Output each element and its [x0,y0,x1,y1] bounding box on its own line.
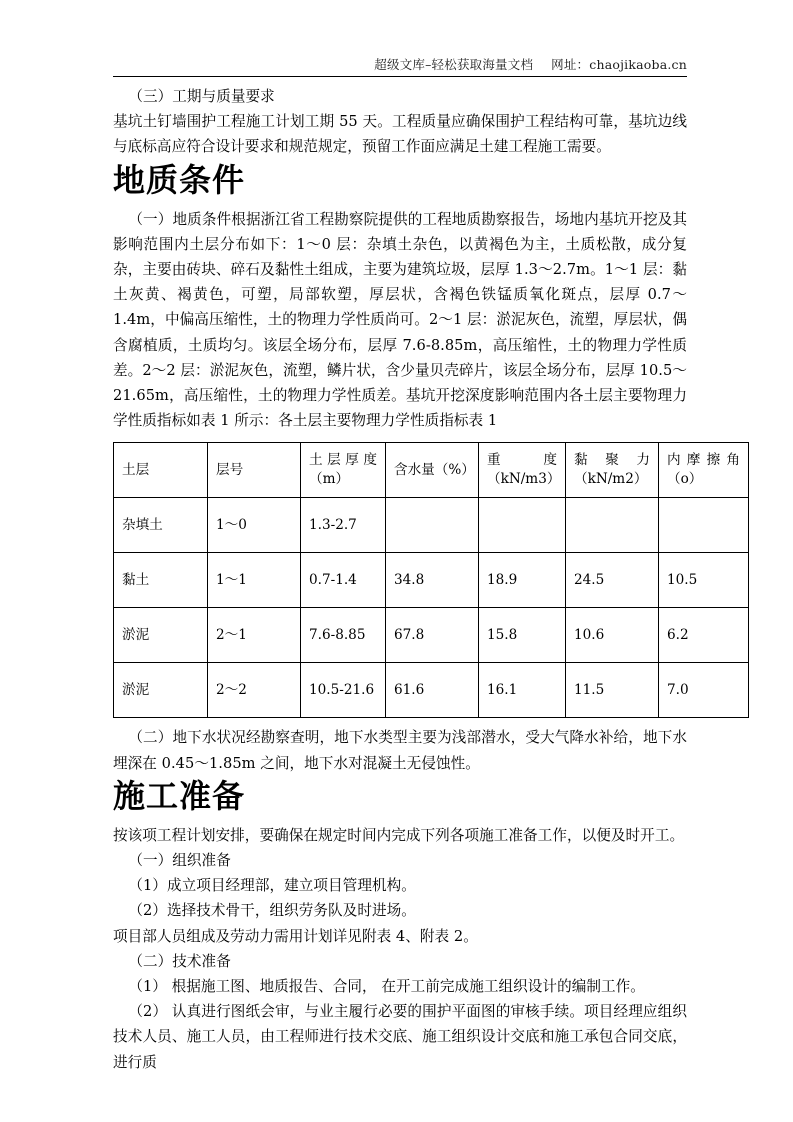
cell-water: 67.8 [386,608,479,663]
th-soil-layer-label: 土层 [122,461,150,478]
cell-water [386,498,479,553]
cell-friction: 7.0 [659,663,749,718]
cell-thickness: 10.5-21.6 [301,663,386,718]
header-brand: 超级文库–轻松获取海量文档 [374,57,534,72]
heading-construction-preparation: 施工准备 [113,776,246,815]
preparation-tech-item-2: （2） 认真进行图纸会审，与业主履行必要的围护平面图的审核手续。项目经理应组织技术人员、施工人员，由工程师进行技术交底、施工组织设计交底和施工承包合同交底，进行质 [113,1003,687,1071]
page-content [113,0,740,1076]
th-water-content-label: 含水量（%） [394,461,475,478]
th-cohesion-label: 黏聚力 [574,452,650,469]
cell-water: 61.6 [386,663,479,718]
th-thickness-unit: （m） [309,471,350,488]
preparation-tech-item-1: （1） 根据施工图、地质报告、合同， 在开工前完成施工组织设计的编制工作。 [128,978,645,996]
th-cohesion [566,443,659,498]
cell-soil: 黏土 [114,553,208,608]
th-layer-no [208,443,301,498]
preparation-tech-title: （二）技术准备 [128,952,231,970]
preparation-org-item-1: （1）成立项目经理部，建立项目管理机构。 [128,877,416,895]
preparation-lead: 按该项工程计划安排，要确保在规定时间内完成下列各项施工准备工作，以便及时开工。 [113,826,685,844]
th-thickness [301,443,386,498]
cell-layer: 1～1 [208,553,301,608]
cell-cohesion: 11.5 [566,663,659,718]
preparation-org-title: （一）组织准备 [128,852,231,870]
th-unit-weight-unit: （kN/m3） [487,471,561,488]
th-soil-layer [114,443,208,498]
cell-weight [479,498,566,553]
cell-weight: 16.1 [479,663,566,718]
table-row [114,608,749,663]
header-site-label: 网址： [551,57,590,72]
header-divider [113,76,687,77]
geology-paragraph-1: （一）地质条件根据浙江省工程勘察院提供的工程地质勘察报告，场地内基坑开挖及其影响范围内土层分布如下：1～0 层：杂填土杂色，以黄褐色为主，土质松散，成分复杂，主要由砖块、碎石及黏性土组成，主要为建筑垃圾，层厚 1.3～2.7m。1～1 层：黏土灰黄、褐黄色，可塑，局部软塑，厚层状，含褐色铁锰质氧化斑点，层厚 0.7～1.4m，中偏高压缩性，土的物理力学性质尚可。2～1 层：淤泥灰色，流塑，厚层状，偶含腐植质，土质均匀。该层全场分布，层厚 7.6-8.85m，高压缩性，土的物理力学性质差。2～2 层：淤泥灰色，流塑，鳞片状，含少量贝壳碎片，该层全场分布，层厚 10.5～ 21.65m，高压缩性，土的物理力学性质差。基坑开挖深度影响范围内各土层主要物理力学性质指标如表 1 所示：各土层主要物理力学性质指标表 1 [113,210,687,430]
heading-geology: 地质条件 [113,160,246,199]
running-header [113,0,687,73]
cell-soil: 淤泥 [114,663,208,718]
th-friction-angle [659,443,749,498]
cell-thickness: 7.6-8.85 [301,608,386,663]
th-friction-angle-unit: （o） [667,471,703,488]
cell-water: 34.8 [386,553,479,608]
table-header-row [114,443,749,498]
cell-friction: 6.2 [659,608,749,663]
th-unit-weight-label: 重度 [487,452,557,469]
table-head [114,443,749,498]
cell-layer: 1～0 [208,498,301,553]
table-row [114,663,749,718]
preparation-org-item-2: （2）选择技术骨干，组织劳务队及时进场。 [128,902,416,920]
geology-groundwater: （二）地下水状况经勘察查明，地下水类型主要为浅部潜水，受大气降水补给，地下水埋深在 0.45～1.85m 之间，地下水对混凝土无侵蚀性。 [113,729,687,772]
cell-friction: 10.5 [659,553,749,608]
cell-cohesion: 24.5 [566,553,659,608]
cell-cohesion: 10.6 [566,608,659,663]
cell-soil: 杂填土 [114,498,208,553]
page-bottom-filler [113,1075,687,1076]
soil-properties-table [113,442,749,718]
intro-body: 基坑土钉墙围护工程施工计划工期 55 天。工程质量应确保围护工程结构可靠，基坑边线与底标高应符合设计要求和规范规定，预留工作面应满足土建工程施工需要。 [113,113,687,156]
th-thickness-label: 土层厚度 [309,452,377,469]
cell-weight: 18.9 [479,553,566,608]
cell-soil: 淤泥 [114,608,208,663]
cell-layer: 2～2 [208,663,301,718]
cell-layer: 2～1 [208,608,301,663]
header-site-url: chaojikaoba.cn [589,57,687,72]
cell-cohesion [566,498,659,553]
table-body [114,498,749,718]
th-water-content [386,443,479,498]
th-friction-angle-label: 内摩擦角 [667,452,740,469]
th-unit-weight [479,443,566,498]
intro-section-title: （三）工期与质量要求 [128,88,275,105]
table-row [114,498,749,553]
preparation-org-note: 项目部人员组成及劳动力需用计划详见附表 4、附表 2。 [113,927,478,945]
cell-friction [659,498,749,553]
cell-weight: 15.8 [479,608,566,663]
cell-thickness: 0.7-1.4 [301,553,386,608]
th-layer-no-label: 层号 [216,461,244,478]
th-cohesion-unit: （kN/m2） [574,471,648,488]
cell-thickness: 1.3-2.7 [301,498,386,553]
table-row [114,553,749,608]
